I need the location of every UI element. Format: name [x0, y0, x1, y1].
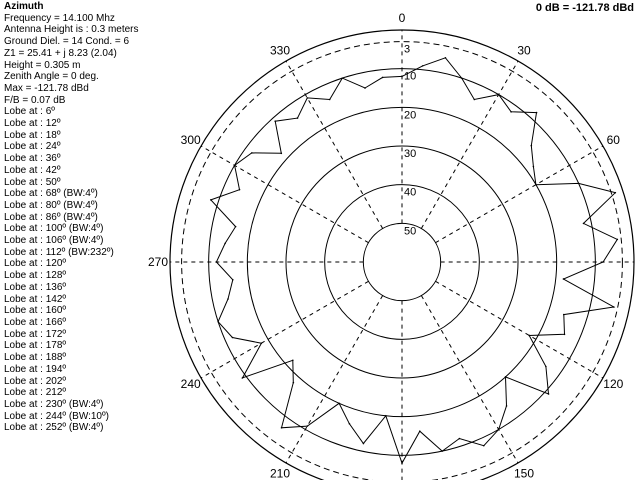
angle-label: 300	[180, 133, 201, 147]
pattern-point	[419, 430, 421, 432]
pattern-point	[533, 166, 535, 168]
pattern-point	[341, 77, 343, 79]
angle-label: 60	[606, 133, 620, 147]
db-ring	[247, 107, 556, 416]
angle-label: 120	[603, 377, 624, 391]
pattern-point	[224, 243, 226, 245]
pattern-point	[217, 321, 219, 323]
lobe-item: Lobe at : 166º	[4, 316, 67, 328]
pattern-point	[292, 360, 294, 362]
pattern-point	[602, 261, 604, 263]
pattern-point	[329, 99, 331, 101]
info-line: Z1 = 25.41 + j 8.23 (2.04)	[4, 47, 117, 59]
pattern-point	[498, 94, 500, 96]
pattern-point	[338, 402, 340, 404]
pattern-point	[483, 445, 485, 447]
lobe-item: Lobe at : 24º	[4, 141, 61, 153]
pattern-point	[251, 152, 253, 154]
pattern-point	[261, 342, 263, 344]
pattern-point	[364, 87, 366, 89]
info-line: Height = 0.305 m	[4, 59, 81, 71]
pattern-point	[232, 337, 234, 339]
lobe-item: Lobe at : 36º	[4, 153, 61, 165]
ring-label: 50	[404, 225, 417, 238]
pattern-point	[363, 443, 365, 445]
angle-label: 150	[513, 466, 535, 480]
ring-label: 30	[404, 148, 417, 160]
chart-title: Azimuth	[4, 1, 44, 12]
db-reference: 0 dB = -121.78 dBd	[535, 2, 634, 14]
lobe-item: Lobe at : 68º (BW:4º)	[4, 188, 98, 200]
lobe-item: Lobe at : 230º (BW:4º)	[4, 398, 104, 410]
pattern-point	[564, 334, 566, 336]
lobe-item: Lobe at : 80º (BW:4º)	[4, 199, 98, 211]
pattern-point	[281, 427, 283, 429]
pattern-point	[578, 183, 580, 185]
lobe-item: Lobe at : 120º	[4, 258, 67, 270]
lobe-item: Lobe at : 160º	[4, 305, 67, 317]
lobe-item: Lobe at : 212º	[4, 387, 67, 399]
lobe-item: Lobe at : 172º	[4, 328, 67, 340]
pattern-point	[227, 298, 229, 300]
pattern-point	[422, 65, 424, 67]
lobe-item: Lobe at : 86º (BW:4º)	[4, 211, 98, 223]
pattern-point	[293, 382, 295, 384]
pattern-point	[617, 239, 619, 241]
angle-label: 210	[269, 466, 291, 480]
pattern-point	[506, 405, 508, 407]
pattern-point	[531, 145, 533, 147]
pattern-point	[536, 112, 538, 114]
pattern-point	[281, 153, 283, 155]
pattern-point	[234, 165, 236, 167]
pattern-point	[459, 438, 461, 440]
info-line: Max = -121.78 dBd	[4, 82, 89, 94]
lobe-item: Lobe at : 202º	[4, 375, 67, 387]
info-line: F/B = 0.07 dB	[4, 94, 66, 106]
pattern-point	[510, 111, 512, 113]
pattern-point	[239, 189, 241, 191]
pattern-point	[385, 415, 387, 417]
pattern-point	[297, 117, 299, 119]
lobe-item: Lobe at : 100º (BW:4º)	[4, 223, 104, 235]
lobe-item: Lobe at : 188º	[4, 352, 67, 364]
pattern-point	[441, 450, 443, 452]
pattern-point	[563, 314, 565, 316]
pattern-point	[210, 199, 212, 201]
angle-label: 330	[269, 43, 291, 58]
pattern-point	[583, 223, 585, 225]
pattern-point	[545, 366, 547, 368]
ring-label: 10	[404, 70, 417, 83]
lobe-item: Lobe at : 128º	[4, 270, 67, 282]
ring-label: 3	[404, 43, 411, 56]
angle-label: 270	[147, 255, 169, 269]
pattern-point	[306, 97, 308, 99]
pattern-point	[461, 77, 463, 79]
db-ring	[363, 223, 440, 300]
lobe-item: Lobe at : 12º	[4, 118, 61, 130]
angle-label: 0	[398, 11, 406, 25]
polar-grid	[170, 30, 634, 480]
pattern-point	[242, 377, 244, 379]
lobe-item: Lobe at : 106º (BW:4º)	[4, 235, 104, 247]
pattern-point	[216, 261, 218, 263]
lobe-item: Lobe at : 18º	[4, 129, 61, 141]
pattern-point	[535, 184, 537, 186]
pattern-point	[614, 192, 616, 194]
info-line: Antenna Height is : 0.3 meters	[4, 24, 139, 36]
ring-label: 20	[404, 109, 417, 122]
lobe-item: Lobe at : 252º (BW:4º)	[4, 422, 104, 434]
pattern-point	[306, 425, 308, 427]
lobe-item: Lobe at : 142º	[4, 293, 67, 305]
pattern-point	[401, 462, 403, 464]
pattern-point	[232, 279, 234, 281]
angle-label: 30	[517, 43, 531, 58]
pattern-point	[401, 76, 403, 78]
pattern-point	[528, 335, 530, 337]
pattern-point	[613, 306, 615, 308]
lobe-item: Lobe at : 244º (BW:10º)	[4, 410, 109, 422]
lobe-item: Lobe at : 112º (BW:232º)	[4, 246, 114, 258]
ring-label: 40	[404, 186, 417, 199]
info-line: Ground Diel. = 14 Cond. = 6	[4, 36, 130, 48]
lobe-item: Lobe at : 194º	[4, 363, 67, 375]
lobe-item: Lobe at : 178º	[4, 340, 67, 352]
db-ring	[325, 185, 480, 340]
angle-label: 240	[180, 377, 201, 391]
pattern-point	[349, 423, 351, 425]
pattern-point	[548, 393, 550, 395]
info-line: Zenith Angle = 0 deg.	[4, 71, 99, 83]
pattern-point	[382, 77, 384, 79]
pattern-point	[474, 99, 476, 101]
outer-ring	[170, 30, 634, 480]
pattern-point	[498, 429, 500, 431]
info-line: Frequency = 14.100 Mhz	[4, 12, 115, 24]
pattern-point	[505, 376, 507, 378]
pattern-point	[235, 226, 237, 228]
pattern-point	[445, 57, 447, 59]
lobe-item: Lobe at : 42º	[4, 164, 61, 176]
lobe-item: Lobe at : 136º	[4, 281, 67, 293]
pattern-point	[563, 278, 565, 280]
lobe-item: Lobe at : 6º	[4, 106, 55, 118]
pattern-point	[274, 120, 276, 122]
lobe-item: Lobe at : 50º	[4, 176, 61, 188]
